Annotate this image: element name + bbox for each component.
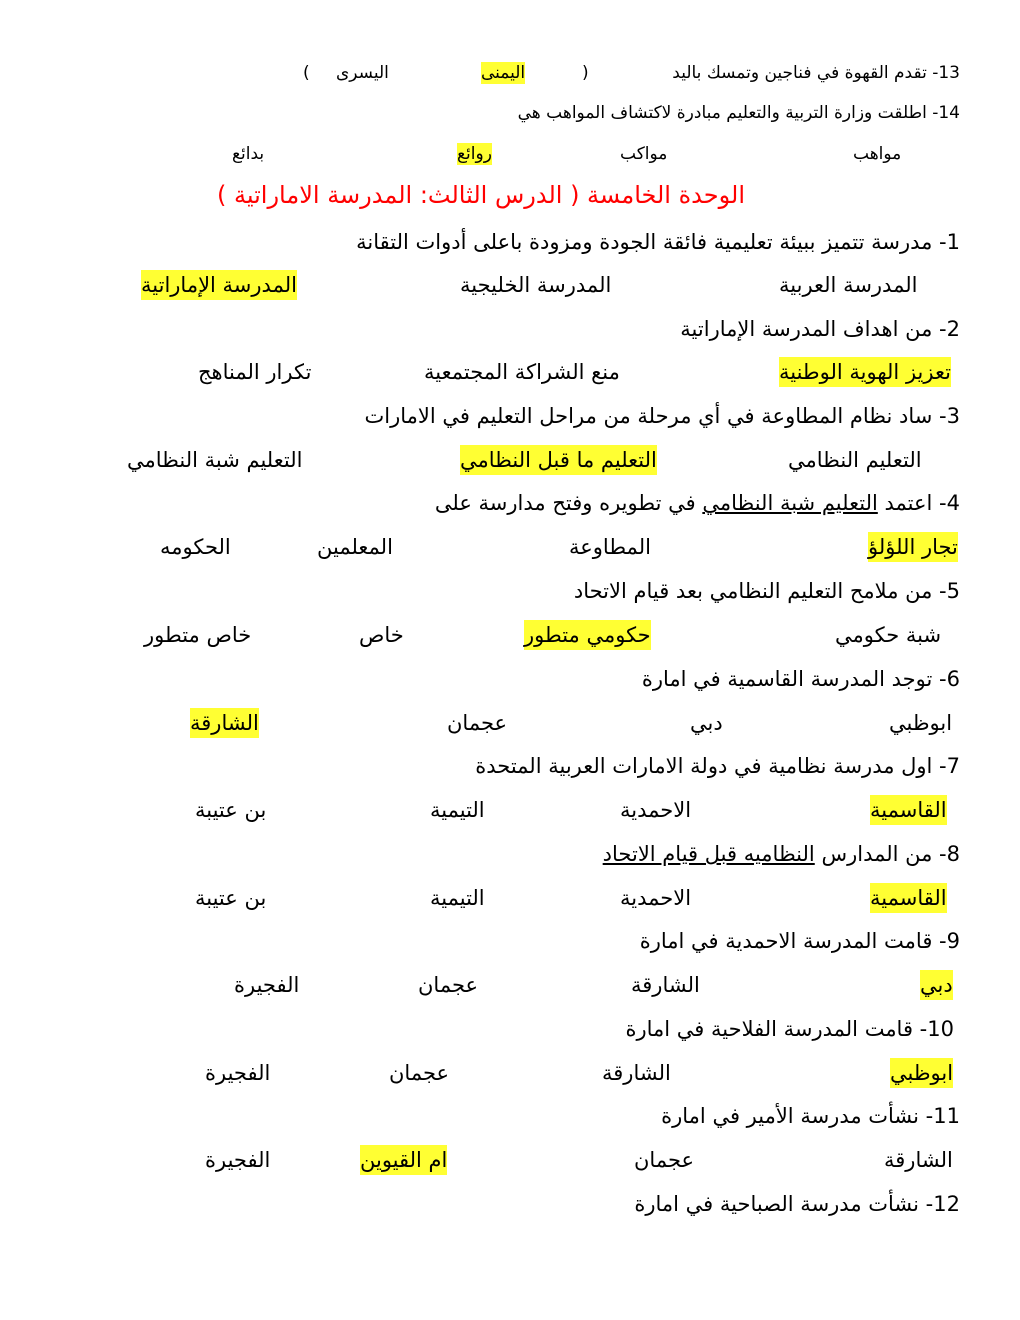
question-8-option-4[interactable]: بن عتيبة bbox=[195, 886, 267, 910]
question-3-option-2[interactable]: التعليم ما قبل النظامي bbox=[460, 445, 657, 475]
question-7-text: 7- اول مدرسة نظامية في دولة الامارات العربية المتحدة bbox=[475, 754, 960, 778]
question-1-option-1[interactable]: المدرسة العربية bbox=[779, 273, 918, 297]
question-12-text: 12- نشأت مدرسة الصباحية في امارة bbox=[634, 1192, 960, 1216]
question-11-option-4[interactable]: الفجيرة bbox=[205, 1148, 271, 1172]
question-3-option-3[interactable]: التعليم شبة النظامي bbox=[127, 448, 303, 472]
question-10-option-3[interactable]: عجمان bbox=[389, 1061, 450, 1085]
question-2-option-1[interactable]: تعزيز الهوية الوطنية bbox=[779, 357, 951, 387]
question-3-option-1[interactable]: التعليم النظامي bbox=[788, 448, 922, 472]
q13-text: 13- تقدم القهوة في فناجين وتمسك باليد bbox=[672, 63, 960, 83]
q13-close-paren: ) bbox=[303, 63, 310, 83]
question-5-option-3[interactable]: خاص bbox=[359, 623, 404, 647]
question-2-text: 2- من اهداف المدرسة الإماراتية bbox=[680, 317, 960, 341]
question-11-option-1[interactable]: الشارقة bbox=[884, 1148, 953, 1172]
question-9-option-3[interactable]: عجمان bbox=[418, 973, 479, 997]
question-2-option-3[interactable]: تكرار المناهج bbox=[198, 360, 312, 384]
question-4-text-underlined: التعليم شبة النظامي bbox=[702, 491, 878, 515]
question-3-text: 3- ساد نظام المطاوعة في أي مرحلة من مراحل التعليم في الامارات bbox=[364, 404, 960, 428]
question-4-text-before: 4- اعتمد bbox=[884, 491, 960, 515]
question-7-option-1[interactable]: القاسمية bbox=[870, 795, 947, 825]
q13-option-2[interactable]: اليسرى bbox=[336, 63, 389, 83]
question-4-text-after: في تطويره وفتح مدارسة على bbox=[434, 491, 696, 515]
question-4-option-3[interactable]: المعلمين bbox=[317, 535, 393, 559]
question-8-option-2[interactable]: الاحمدية bbox=[620, 886, 692, 910]
question-10-option-1[interactable]: ابوظبي bbox=[890, 1058, 953, 1088]
question-4-option-4[interactable]: الحكومه bbox=[160, 535, 231, 559]
question-6-option-3[interactable]: عجمان bbox=[447, 711, 508, 735]
q14-option-1[interactable]: مواهب bbox=[853, 144, 902, 164]
question-4-option-1[interactable]: تجار اللؤلؤ bbox=[868, 532, 958, 562]
q14-text: 14- اطلقت وزارة التربية والتعليم مبادرة لاكتشاف المواهب هي bbox=[517, 103, 960, 123]
question-8-option-3[interactable]: التيمية bbox=[430, 886, 485, 910]
question-8-text-before: 8- من المدارس bbox=[821, 842, 960, 866]
question-5-option-4[interactable]: خاص متطور bbox=[144, 623, 252, 647]
question-11-option-2[interactable]: عجمان bbox=[634, 1148, 695, 1172]
q14-option-3[interactable]: روائع bbox=[457, 144, 492, 164]
question-5-option-2[interactable]: حكومي متطور bbox=[524, 620, 651, 650]
question-1-option-3[interactable]: المدرسة الإماراتية bbox=[141, 270, 297, 300]
question-2-option-2[interactable]: منع الشراكة المجتمعية bbox=[424, 360, 620, 384]
question-5-text: 5- من ملامح التعليم النظامي بعد قيام الاتحاد bbox=[573, 579, 960, 603]
question-7-option-4[interactable]: بن عتيبة bbox=[195, 798, 267, 822]
q13-open-paren: ( bbox=[582, 63, 589, 83]
question-6-text: 6- توجد المدرسة القاسمية في امارة bbox=[641, 667, 960, 691]
question-7-option-2[interactable]: الاحمدية bbox=[620, 798, 692, 822]
question-9-text: 9- قامت المدرسة الاحمدية في امارة bbox=[639, 929, 960, 953]
question-10-option-4[interactable]: الفجيرة bbox=[205, 1061, 271, 1085]
question-7-option-3[interactable]: التيمية bbox=[430, 798, 485, 822]
question-9-option-1[interactable]: دبي bbox=[920, 970, 953, 1000]
q13-option-1[interactable]: اليمنى bbox=[481, 63, 526, 83]
question-6-option-2[interactable]: دبي bbox=[690, 711, 723, 735]
question-4-text bbox=[435, 488, 960, 518]
question-10-option-2[interactable]: الشارقة bbox=[602, 1061, 671, 1085]
question-8-text bbox=[603, 839, 960, 869]
question-6-option-1[interactable]: ابوظبي bbox=[889, 711, 953, 735]
question-10-text: 10- قامت المدرسة الفلاحية في امارة bbox=[625, 1017, 954, 1041]
question-8-option-1[interactable]: القاسمية bbox=[870, 883, 947, 913]
question-6-option-4[interactable]: الشارقة bbox=[190, 708, 259, 738]
question-11-option-3[interactable]: ام القيوين bbox=[360, 1145, 447, 1175]
question-1-text: 1- مدرسة تتميز ببيئة تعليمية فائقة الجودة ومزودة باعلى أدوات التقانة bbox=[356, 230, 960, 254]
question-5-option-1[interactable]: شبة حكومي bbox=[835, 623, 942, 647]
question-11-text: 11- نشأت مدرسة الأمير في امارة bbox=[661, 1104, 960, 1128]
q14-option-2[interactable]: مواكب bbox=[620, 144, 668, 164]
question-4-option-2[interactable]: المطاوعة bbox=[569, 535, 651, 559]
question-9-option-2[interactable]: الشارقة bbox=[631, 973, 700, 997]
unit-title: الوحدة الخامسة ( الدرس الثالث: المدرسة الاماراتية ) bbox=[217, 181, 745, 209]
q14-option-4[interactable]: بدائع bbox=[232, 144, 265, 164]
question-1-option-2[interactable]: المدرسة الخليجية bbox=[460, 273, 612, 297]
question-9-option-4[interactable]: الفجيرة bbox=[234, 973, 300, 997]
question-8-text-underlined: النظاميه قبل قيام الاتحاد bbox=[602, 842, 815, 866]
